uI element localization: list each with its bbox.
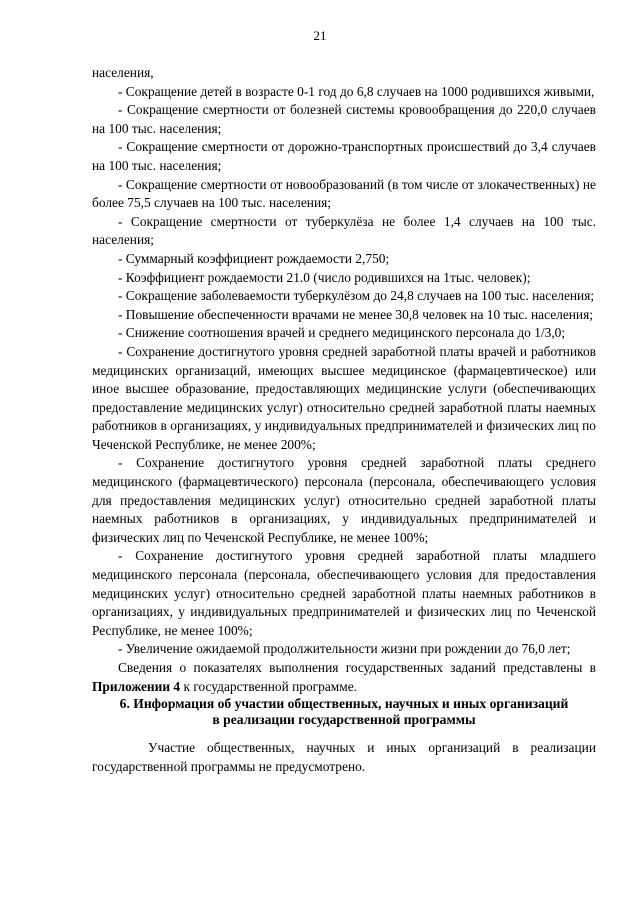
- list-item: - Суммарный коэффициент рождаемости 2,750;: [118, 250, 390, 266]
- list-item: - Увеличение ожидаемой продолжительности жизни при рождении до 76,0 лет;: [118, 641, 571, 657]
- document-body: [92, 64, 596, 776]
- list-item: - Коэффициент рождаемости 21.0 (число родившихся на 1тыс. человек);: [118, 269, 531, 285]
- list-item: - Снижение соотношения врачей и среднего медицинского персонала до 1/3,0;: [118, 325, 566, 341]
- list-item: - Повышение обеспеченности врачами не менее 30,8 человек на 10 тыс. населения;: [118, 306, 593, 322]
- list-item: - Сохранение достигнутого уровня средней заработной платы младшего медицинского персонала (персонала, обеспечивающего условия для предоставления медицинских услуг) относительно средней заработной платы наемных работников в организациях, у индивидуальных предпринимателей и физических лиц по Чеченской Республике, не менее 100%;: [92, 548, 596, 638]
- closing-paragraph: Участие общественных, научных и иных организаций в реализации государственной программы не предусмотрено.: [92, 740, 596, 774]
- list-item: - Сокращение детей в возрасте 0-1 год до 6,8 случаев на 1000 родившихся живыми,: [118, 83, 595, 99]
- page-number: 21: [313, 28, 327, 43]
- section-heading: [92, 696, 596, 727]
- list-item: - Сокращение смертности от новообразований (в том числе от злокачественных) не более 75,5 случаев на 100 тыс. населения;: [92, 176, 596, 211]
- lead-fragment: населения,: [92, 65, 154, 80]
- appendix-note-after: к государственной программе.: [180, 678, 358, 694]
- appendix-note: [92, 659, 596, 696]
- list-item: - Сохранение достигнутого уровня средней заработной платы врачей и работников медицинских организаций, имеющих высшее медицинское (фармацевтическое) или иное высшее образование, предоставляющих медицинские услуги (обеспечивающих предоставление медицинских услуг) относительно средней заработной платы наемных работников в организациях, у индивидуальных предпринимателей и физических лиц по Чеченской Республике, не менее 200%;: [92, 343, 596, 452]
- list-item: - Сокращение заболеваемости туберкулёзом до 24,8 случаев на 100 тыс. населения;: [118, 288, 595, 304]
- appendix-note-before: Сведения о показателях выполнения государственных заданий представлены в: [118, 660, 596, 675]
- section-heading-line-1: 6. Информация об участии общественных, научных и иных организаций: [119, 696, 569, 712]
- list-item: - Сокращение смертности от болезней системы кровообращения до 220,0 случаев на 100 тыс. населения;: [92, 102, 596, 136]
- list-item: - Сокращение смертности от дорожно-транспортных происшествий до 3,4 случаев на 100 тыс. населения;: [92, 139, 596, 173]
- list-item: - Сохранение достигнутого уровня средней заработной платы среднего медицинского (фармацевтического) персонала (персонала, обеспечивающего условия для предоставления медицинских услуг) относительно средней заработной платы наемных работников в организациях, у индивидуальных предпринимателей и физических лиц по Чеченской Республике, не менее 100%;: [92, 455, 596, 545]
- section-heading-line-2: в реализации государственной программы: [212, 711, 476, 727]
- appendix-reference: Приложении 4: [92, 678, 181, 694]
- list-item: - Сокращение смертности от туберкулёза не более 1,4 случаев на 100 тыс. населения;: [92, 213, 596, 248]
